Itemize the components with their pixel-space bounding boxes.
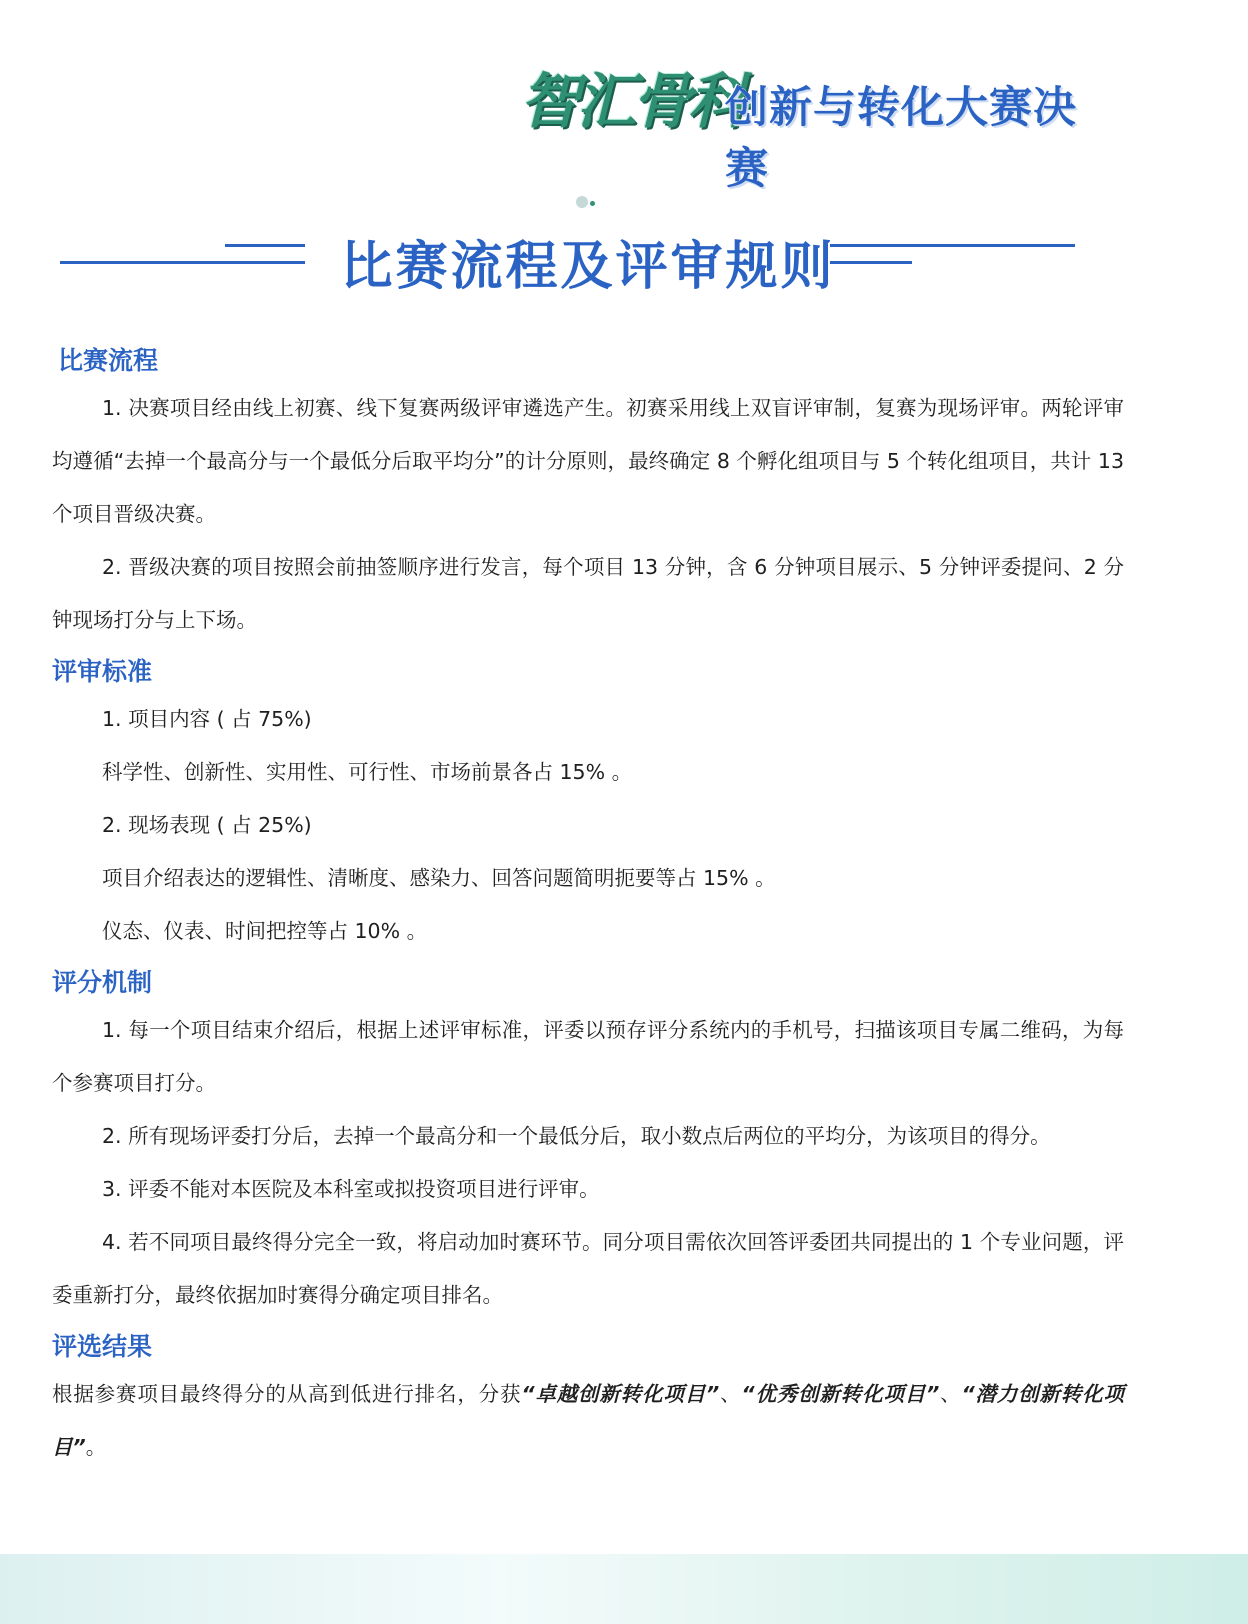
scoring-paragraph-2: 2. 所有现场评委打分后，去掉一个最高分和一个最低分后，取小数点后两位的平均分，为该项目的得分。 bbox=[102, 1124, 1051, 1148]
dot-small-icon bbox=[590, 201, 595, 206]
banner-subtitle: 创新与转化大赛决赛 bbox=[725, 83, 1077, 194]
calligraphy-logo: 智汇骨科 bbox=[520, 67, 744, 137]
award-outstanding: “优秀创新转化项目” bbox=[741, 1382, 940, 1406]
scoring-paragraph-1: 1. 每一个项目结束介绍后，根据上述评审标准，评委以预存评分系统内的手机号，扫描该项目专属二维码，为每个参赛项目打分。 bbox=[52, 1018, 1124, 1095]
award-potential: “潜力创新转化项目” bbox=[52, 1382, 1125, 1459]
criteria-item-1: 1. 项目内容 ( 占 75%) bbox=[102, 707, 312, 731]
section-heading-criteria: 评审标准 bbox=[52, 657, 153, 686]
title-row bbox=[0, 216, 1248, 296]
process-paragraph-1: 1. 决赛项目经由线上初赛、线下复赛两级评审遴选产生。初赛采用线上双盲评审制，复赛为现场评审。两轮评审均遵循“去掉一个最高分与一个最低分后取平均分”的计分原则，最终确定 8 个孵化组项目与 5 个转化组项目，共计 13 个项目晋级决赛。 bbox=[52, 396, 1124, 526]
results-separator-2: 、 bbox=[939, 1382, 962, 1406]
bottom-decorative-band bbox=[0, 1554, 1248, 1624]
section-heading-scoring: 评分机制 bbox=[52, 968, 153, 997]
results-paragraph bbox=[52, 1368, 1124, 1474]
criteria-item-2-desc-1: 项目介绍表达的逻辑性、清晰度、感染力、回答问题简明扼要等占 15% 。 bbox=[102, 866, 776, 890]
results-tail: 。 bbox=[85, 1435, 107, 1459]
criteria-item-1-desc: 科学性、创新性、实用性、可行性、市场前景各占 15% 。 bbox=[102, 760, 633, 784]
results-separator-1: 、 bbox=[719, 1382, 742, 1406]
scoring-paragraph-3: 3. 评委不能对本医院及本科室或拟投资项目进行评审。 bbox=[102, 1177, 600, 1201]
criteria-item-2: 2. 现场表现 ( 占 25%) bbox=[102, 813, 312, 837]
section-heading-process: 比赛流程 bbox=[58, 346, 159, 375]
dot-large-icon bbox=[576, 196, 588, 208]
page-title: 比赛流程及评审规则 bbox=[340, 237, 836, 297]
process-paragraph-2: 2. 晋级决赛的项目按照会前抽签顺序进行发言，每个项目 13 分钟，含 6 分钟项目展示、5 分钟评委提问、2 分钟现场打分与上下场。 bbox=[52, 555, 1124, 632]
section-heading-results: 评选结果 bbox=[52, 1332, 153, 1361]
scoring-paragraph-4: 4. 若不同项目最终得分完全一致，将启动加时赛环节。同分项目需依次回答评委团共同提出的 1 个专业问题，评委重新打分，最终依据加时赛得分确定项目排名。 bbox=[52, 1230, 1124, 1307]
criteria-item-2-desc-2: 仪态、仪表、时间把控等占 10% 。 bbox=[102, 919, 428, 943]
results-lead: 根据参赛项目最终得分的从高到低进行排名，分获 bbox=[52, 1382, 522, 1406]
document-body bbox=[52, 340, 1124, 1474]
award-excellent: “卓越创新转化项目” bbox=[521, 1382, 720, 1406]
competition-banner bbox=[520, 48, 1120, 194]
